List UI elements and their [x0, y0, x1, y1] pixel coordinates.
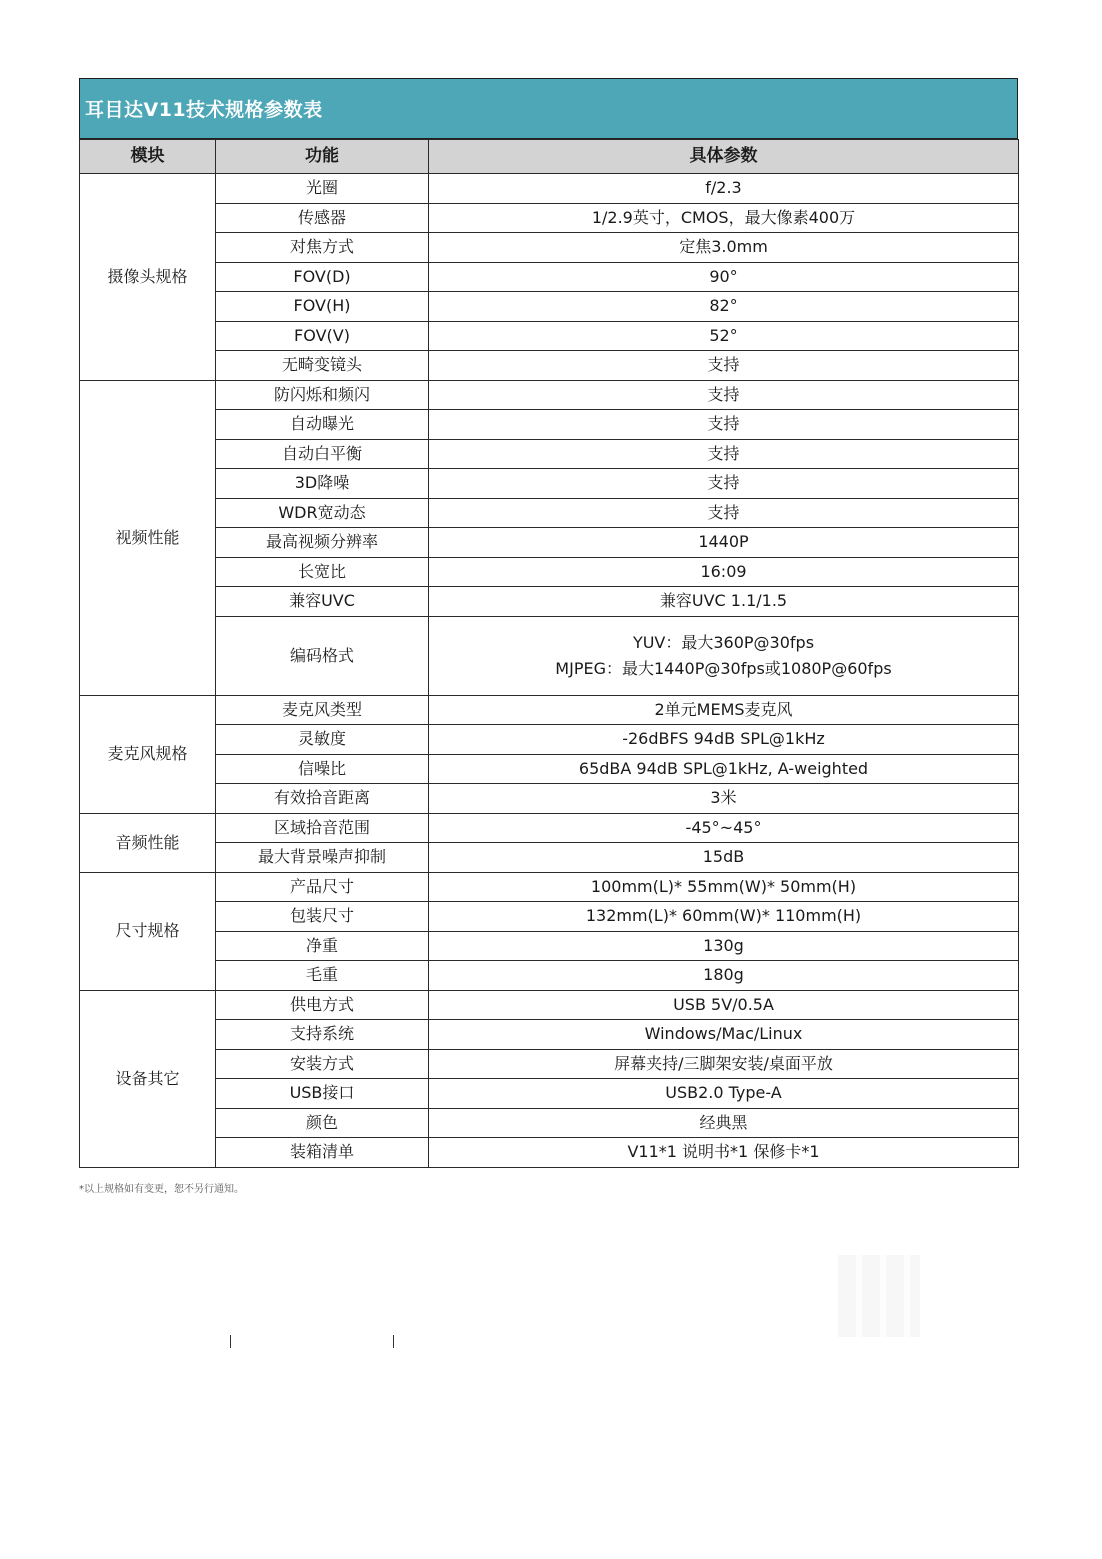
- function-cell: 对焦方式: [216, 233, 429, 263]
- table-row: [80, 380, 1019, 410]
- table-row: [80, 321, 1019, 351]
- module-cell: 尺寸规格: [80, 872, 216, 990]
- function-cell: 灵敏度: [216, 725, 429, 755]
- table-row: [80, 931, 1019, 961]
- value-line: MJPEG：最大1440P@30fps或1080P@60fps: [555, 658, 892, 678]
- spec-table: [79, 139, 1019, 1168]
- function-cell: 麦克风类型: [216, 695, 429, 725]
- table-row: [80, 439, 1019, 469]
- table-row: [80, 902, 1019, 932]
- header-row: [80, 140, 1019, 174]
- function-cell: 防闪烁和频闪: [216, 380, 429, 410]
- module-cell: 音频性能: [80, 813, 216, 872]
- value-cell: 屏幕夹持/三脚架安装/桌面平放: [429, 1049, 1019, 1079]
- value-cell: 82°: [429, 292, 1019, 322]
- divider-mark: [230, 1335, 231, 1348]
- table-row: [80, 203, 1019, 233]
- function-cell: 产品尺寸: [216, 872, 429, 902]
- function-cell: 长宽比: [216, 557, 429, 587]
- value-line: YUV：最大360P@30fps: [632, 632, 815, 652]
- value-cell: 180g: [429, 961, 1019, 991]
- table-row: [80, 961, 1019, 991]
- table-row: [80, 174, 1019, 204]
- value-cell: 65dBA 94dB SPL@1kHz, A-weighted: [429, 754, 1019, 784]
- value-cell: 15dB: [429, 843, 1019, 873]
- value-cell: 1440P: [429, 528, 1019, 558]
- table-row: [80, 1020, 1019, 1050]
- value-cell: 支持: [429, 351, 1019, 381]
- value-cell: Windows/Mac/Linux: [429, 1020, 1019, 1050]
- header-function: 功能: [216, 140, 429, 174]
- function-cell: 信噪比: [216, 754, 429, 784]
- table-row: [80, 587, 1019, 617]
- value-cell: 52°: [429, 321, 1019, 351]
- table-title: 耳目达V11技术规格参数表: [85, 99, 323, 121]
- table-row: [80, 351, 1019, 381]
- function-cell: 区域拾音范围: [216, 813, 429, 843]
- value-cell: USB2.0 Type-A: [429, 1079, 1019, 1109]
- function-cell: FOV(H): [216, 292, 429, 322]
- module-cell: 麦克风规格: [80, 695, 216, 813]
- header-module: 模块: [80, 140, 216, 174]
- value-cell: 16:09: [429, 557, 1019, 587]
- function-cell: 毛重: [216, 961, 429, 991]
- table-row: [80, 616, 1019, 695]
- table-row: [80, 557, 1019, 587]
- function-cell: 最高视频分辨率: [216, 528, 429, 558]
- function-cell: USB接口: [216, 1079, 429, 1109]
- function-cell: 无畸变镜头: [216, 351, 429, 381]
- function-cell: 兼容UVC: [216, 587, 429, 617]
- table-row: [80, 1049, 1019, 1079]
- function-cell: 自动白平衡: [216, 439, 429, 469]
- value-cell: 支持: [429, 469, 1019, 499]
- function-cell: 装箱清单: [216, 1138, 429, 1168]
- function-cell: 颜色: [216, 1108, 429, 1138]
- table-row: [80, 695, 1019, 725]
- table-row: [80, 843, 1019, 873]
- table-row: [80, 813, 1019, 843]
- table-row: [80, 410, 1019, 440]
- table-row: [80, 872, 1019, 902]
- function-cell: 有效拾音距离: [216, 784, 429, 814]
- function-cell: FOV(D): [216, 262, 429, 292]
- module-cell: 设备其它: [80, 990, 216, 1167]
- value-cell: 100mm(L)* 55mm(W)* 50mm(H): [429, 872, 1019, 902]
- value-cell: 90°: [429, 262, 1019, 292]
- value-cell: 支持: [429, 410, 1019, 440]
- value-cell: 支持: [429, 380, 1019, 410]
- table-row: [80, 725, 1019, 755]
- value-cell: 支持: [429, 498, 1019, 528]
- value-cell: -26dBFS 94dB SPL@1kHz: [429, 725, 1019, 755]
- value-cell: 兼容UVC 1.1/1.5: [429, 587, 1019, 617]
- value-cell: -45°~45°: [429, 813, 1019, 843]
- value-cell: USB 5V/0.5A: [429, 990, 1019, 1020]
- table-row: [80, 1079, 1019, 1109]
- table-row: [80, 784, 1019, 814]
- function-cell: 支持系统: [216, 1020, 429, 1050]
- table-row: [80, 233, 1019, 263]
- function-cell: 净重: [216, 931, 429, 961]
- faint-background-mark: [838, 1255, 920, 1337]
- spec-sheet: [79, 78, 1018, 1168]
- value-cell: [429, 616, 1019, 695]
- function-cell: 编码格式: [216, 616, 429, 695]
- function-cell: 自动曝光: [216, 410, 429, 440]
- table-title-bar: [79, 78, 1018, 139]
- footnote: *以上规格如有变更，恕不另行通知。: [79, 1184, 244, 1195]
- value-cell: 130g: [429, 931, 1019, 961]
- module-cell: 视频性能: [80, 380, 216, 695]
- table-row: [80, 262, 1019, 292]
- value-cell: 3米: [429, 784, 1019, 814]
- function-cell: 包装尺寸: [216, 902, 429, 932]
- table-row: [80, 1108, 1019, 1138]
- table-row: [80, 1138, 1019, 1168]
- table-row: [80, 498, 1019, 528]
- divider-mark: [393, 1335, 394, 1348]
- value-cell: f/2.3: [429, 174, 1019, 204]
- function-cell: FOV(V): [216, 321, 429, 351]
- value-cell: 1/2.9英寸，CMOS，最大像素400万: [429, 203, 1019, 233]
- function-cell: 供电方式: [216, 990, 429, 1020]
- value-cell: V11*1 说明书*1 保修卡*1: [429, 1138, 1019, 1168]
- function-cell: 最大背景噪声抑制: [216, 843, 429, 873]
- table-row: [80, 469, 1019, 499]
- value-cell: 支持: [429, 439, 1019, 469]
- table-row: [80, 528, 1019, 558]
- value-cell: 2单元MEMS麦克风: [429, 695, 1019, 725]
- table-row: [80, 754, 1019, 784]
- value-cell: 132mm(L)* 60mm(W)* 110mm(H): [429, 902, 1019, 932]
- function-cell: 光圈: [216, 174, 429, 204]
- table-row: [80, 292, 1019, 322]
- spec-table-body: [80, 174, 1019, 1168]
- table-row: [80, 990, 1019, 1020]
- function-cell: 传感器: [216, 203, 429, 233]
- function-cell: WDR宽动态: [216, 498, 429, 528]
- header-params: 具体参数: [429, 140, 1019, 174]
- value-cell: 定焦3.0mm: [429, 233, 1019, 263]
- function-cell: 安装方式: [216, 1049, 429, 1079]
- module-cell: 摄像头规格: [80, 174, 216, 381]
- value-cell: 经典黑: [429, 1108, 1019, 1138]
- function-cell: 3D降噪: [216, 469, 429, 499]
